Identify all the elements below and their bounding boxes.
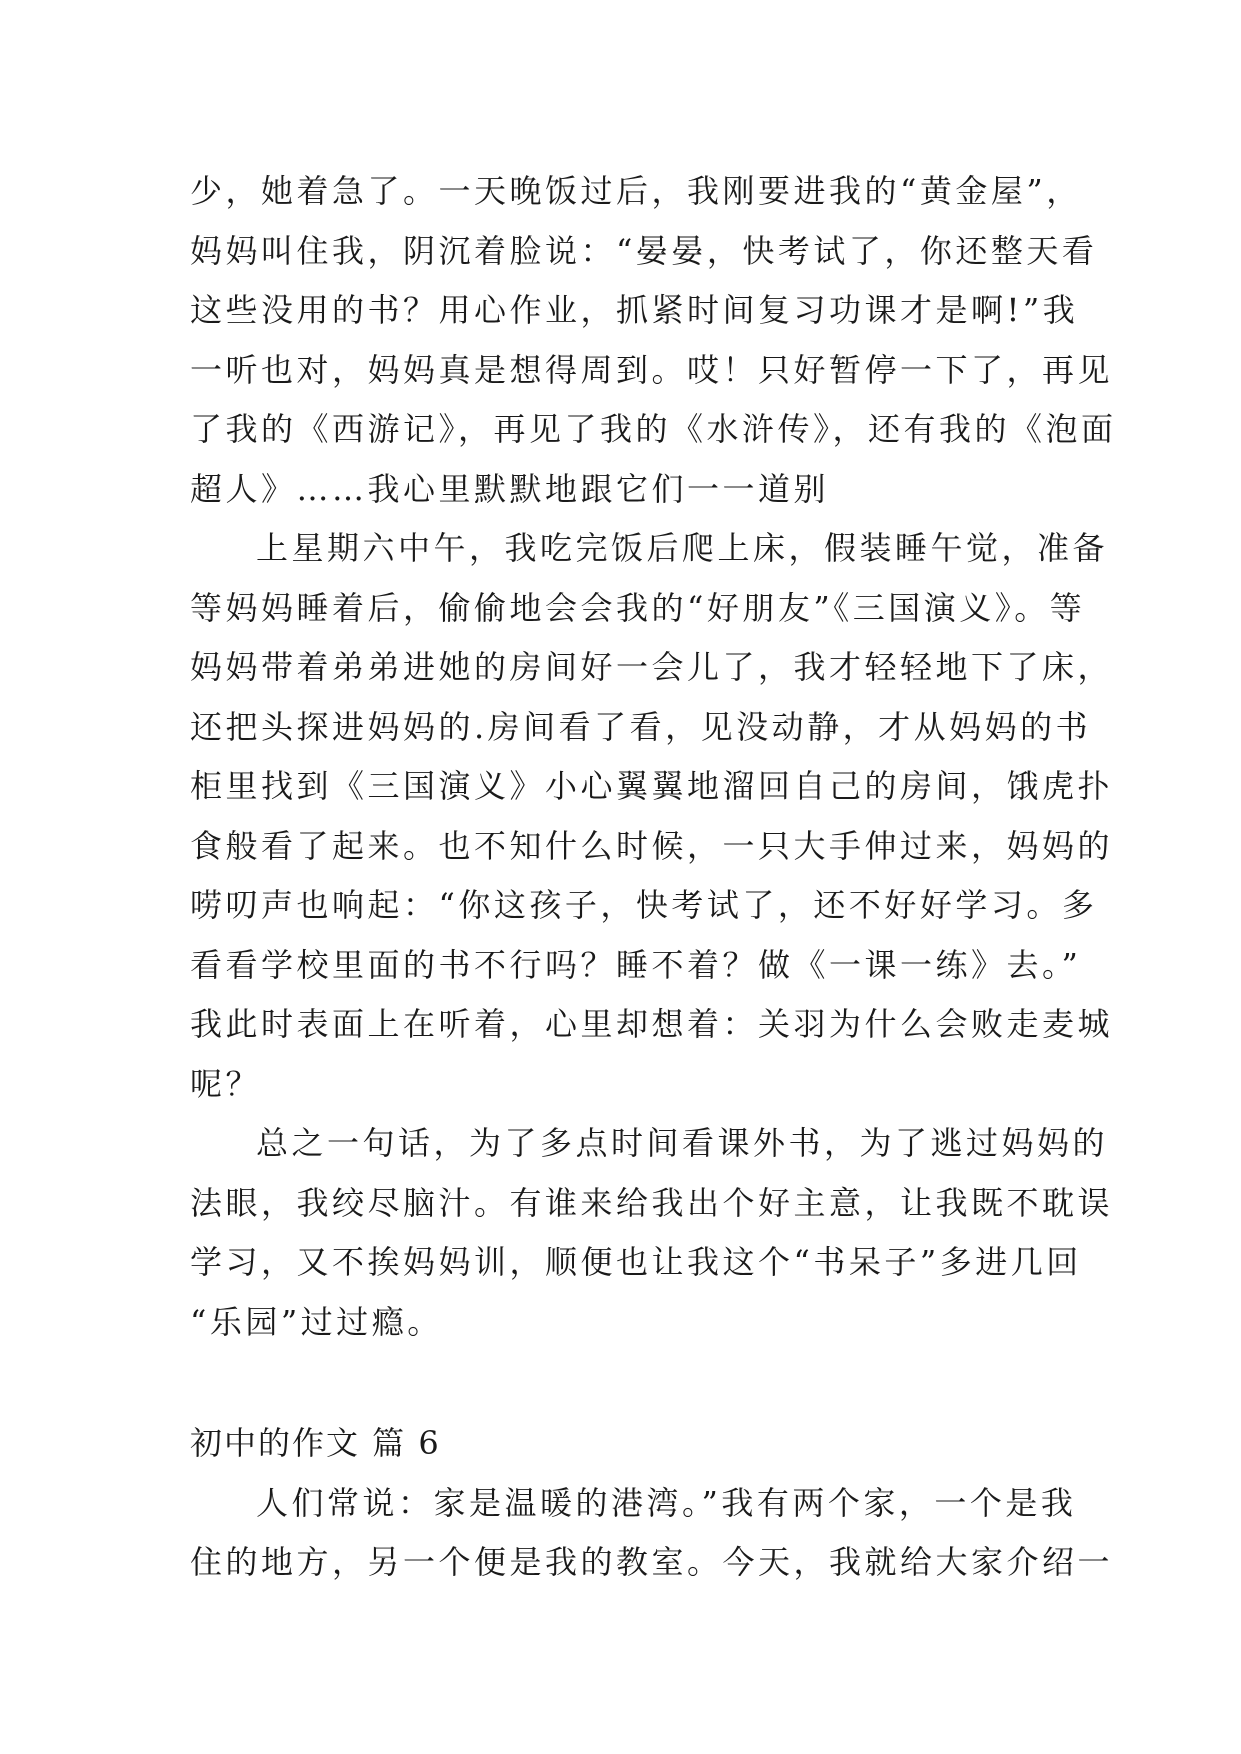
text-line: 这些没用的书？用心作业，抓紧时间复习功课才是啊!”我 xyxy=(190,291,1079,329)
text-line: 一听也对，妈妈真是想得周到。哎！只好暂停一下了，再见 xyxy=(190,350,1114,389)
text-line: 超人》……我心里默默地跟它们一一道别 xyxy=(190,469,830,508)
text-line: 妈妈带着弟弟进她的房间好一会儿了，我才轻轻地下了床， xyxy=(190,648,1114,686)
section-spacer xyxy=(190,1352,1070,1414)
paragraph-3 xyxy=(190,1114,1114,1352)
paragraph-2 xyxy=(190,519,1114,1114)
text-line: 上星期六中午，我吃完饭后爬上床，假装睡午觉，准备 xyxy=(256,529,1109,567)
text-line: 我此时表面上在听着，心里却想着：关羽为什么会败走麦城 xyxy=(190,1005,1114,1043)
text-line: 唠叨声也响起：“你这孩子，快考试了，还不好好学习。多 xyxy=(190,886,1098,924)
text-line: 少，她着急了。一天晚饭过后，我刚要进我的“黄金屋”， xyxy=(190,172,1082,210)
paragraph-4 xyxy=(190,1474,1114,1593)
text-line: 总之一句话，为了多点时间看课外书，为了逃过妈妈的 xyxy=(256,1124,1109,1162)
text-line: 住的地方，另一个便是我的教室。今天，我就给大家介绍一 xyxy=(190,1543,1114,1581)
section-heading: 初中的作文 篇 6 xyxy=(190,1424,441,1462)
paragraph-1 xyxy=(190,162,1117,519)
text-line: 呢？ xyxy=(190,1064,262,1103)
text-line: 了我的《西游记》，再见了我的《水浒传》，还有我的《泡面 xyxy=(190,410,1117,448)
text-line: 等妈妈睡着后，偷偷地会会我的“好朋友”《三国演义》。等 xyxy=(190,588,1086,627)
document-body xyxy=(190,162,1117,1593)
text-line: 柜里找到《三国演义》小心翼翼地溜回自己的房间，饿虎扑 xyxy=(190,767,1114,805)
text-line: 还把头探进妈妈的.房间看了看，见没动静，才从妈妈的书 xyxy=(190,707,1092,746)
text-line: 学习，又不挨妈妈训，顺便也让我这个“书呆子”多进几回 xyxy=(190,1243,1082,1281)
text-line: 妈妈叫住我，阴沉着脸说：“晏晏，快考试了，你还整天看 xyxy=(190,231,1098,270)
text-line: 法眼，我绞尽脑汁。有谁来给我出个好主意，让我既不耽误 xyxy=(190,1183,1114,1222)
text-line: 看看学校里面的书不行吗？睡不着？做《一课一练》去。” xyxy=(190,945,1082,984)
text-line: 食般看了起来。也不知什么时候，一只大手伸过来，妈妈的 xyxy=(190,826,1114,865)
text-line: 人们常说：家是温暖的港湾。”我有两个家，一个是我 xyxy=(256,1483,1077,1522)
text-line: “乐园”过过瘾。 xyxy=(190,1302,443,1341)
